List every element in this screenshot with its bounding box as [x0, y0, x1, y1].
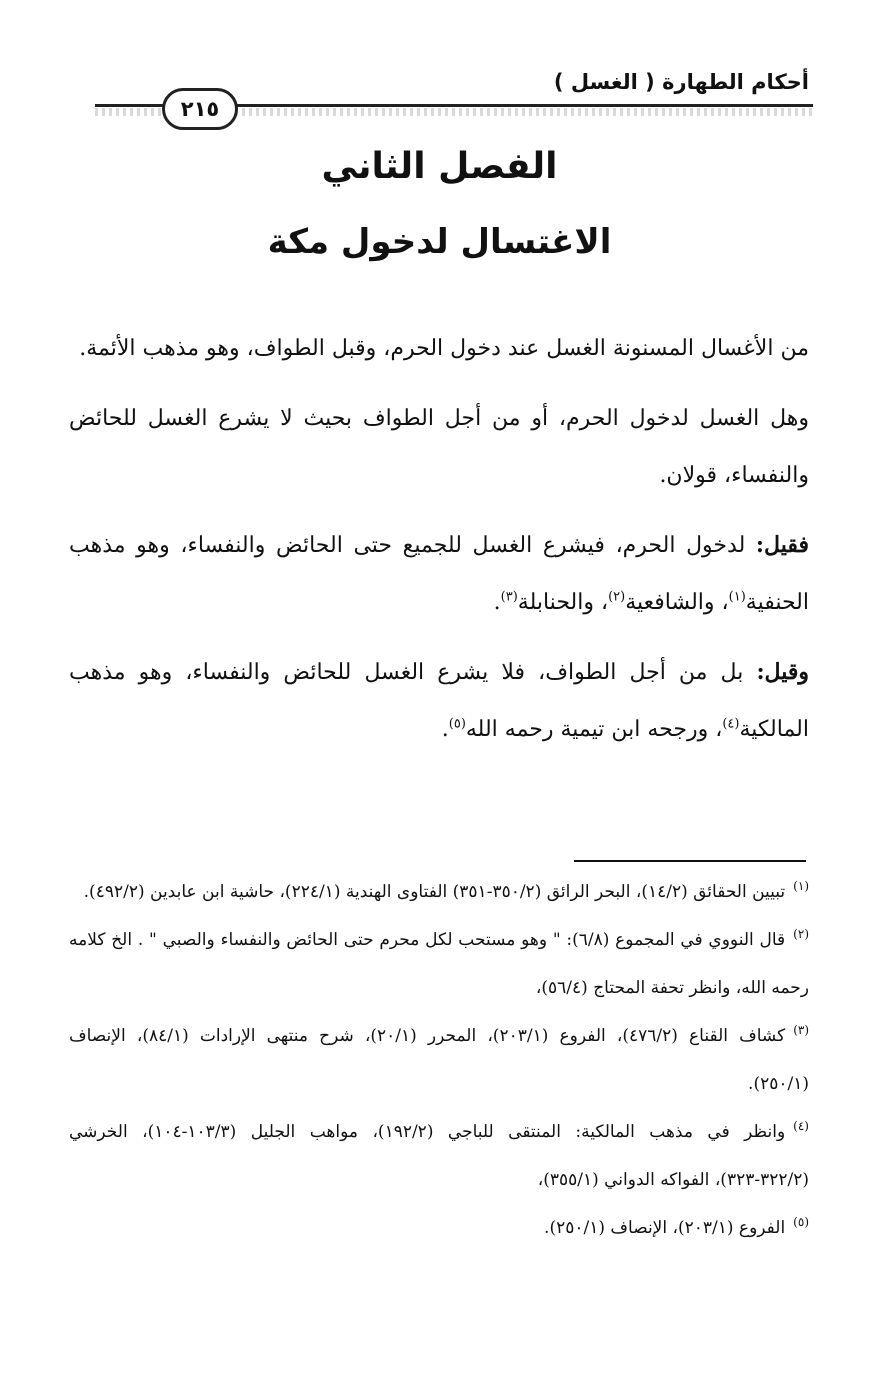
paragraph-text: ، والحنابلة	[517, 590, 609, 615]
footnote-ref-4[interactable]: (٤)	[722, 716, 740, 732]
footnote-4	[69, 1108, 809, 1204]
footnote-ref-2[interactable]: (٢)	[608, 589, 626, 605]
footnote-ref-1[interactable]: (١)	[728, 589, 746, 605]
footnote-ref-5[interactable]: (٥)	[448, 716, 466, 732]
body-text	[69, 320, 809, 771]
footnote-number: (٢)	[793, 927, 809, 942]
footnote-2	[69, 916, 809, 1012]
footnote-text: قال النووي في المجموع (٦/٨): " وهو مستحب لكل محرم حتى الحائض والنفساء والصبي " . الخ كلامه رحمه الله، وانظر تحفة المحتاج (٥٦/٤)،	[69, 930, 809, 998]
footnote-3	[69, 1012, 809, 1108]
section-title: الاغتسال لدخول مكة	[267, 222, 612, 262]
footnote-text: وانظر في مذهب المالكية: المنتقى للباجي (١٩٢/٢)، مواهب الجليل (١٠٣/٣-١٠٤)، الخرشي (٣٢٢/٢-٣٢٣)، الفواكه الدواني (٣٥٥/١)،	[69, 1122, 809, 1190]
paragraph-text: .	[493, 590, 501, 615]
footnote-number: (٣)	[793, 1023, 810, 1038]
paragraph-1: من الأغسال المسنونة الغسل عند دخول الحرم، وقبل الطواف، وهو مذهب الأئمة.	[79, 336, 809, 361]
footnote-text: تبيين الحقائق (١٤/٢)، البحر الرائق (٣٥٠/٢-٣٥١) الفتاوى الهندية (٢٢٤/١)، حاشية ابن عابدين (٤٩٢/٢).	[83, 882, 786, 902]
footnote-number: (٥)	[793, 1215, 809, 1230]
paragraph-text: ، والشافعية	[625, 590, 729, 615]
footnote-number: (١)	[793, 879, 809, 894]
footnote-text: الفروع (٢٠٣/١)، الإنصاف (٢٥٠/١).	[544, 1218, 786, 1238]
footnote-number: (٤)	[793, 1119, 809, 1134]
paragraph-4	[69, 644, 809, 758]
paragraph-lead: فقيل:	[755, 532, 809, 558]
paragraph-lead: وقيل:	[756, 659, 809, 685]
footnote-separator	[574, 860, 806, 862]
footnote-5	[69, 1204, 809, 1252]
paragraph-2: وهل الغسل لدخول الحرم، أو من أجل الطواف بحيث لا يشرع الغسل للحائض والنفساء، قولان.	[69, 406, 809, 488]
footnotes	[69, 868, 809, 1252]
page-number: ٢١٥	[162, 88, 238, 130]
paragraph-text: ، ورجحه ابن تيمية رحمه الله	[465, 717, 723, 742]
running-title: أحكام الطهارة ( الغسل )	[553, 70, 809, 94]
footnote-1	[69, 868, 809, 916]
paragraph-text: بل من أجل الطواف، فلا يشرع الغسل للحائض والنفساء، وهو مذهب المالكية	[69, 660, 809, 742]
paragraph-text: .	[441, 717, 449, 742]
footnote-ref-3[interactable]: (٣)	[500, 589, 518, 605]
chapter-title: الفصل الثاني	[321, 146, 558, 187]
paragraph-3	[69, 517, 809, 631]
footnote-text: كشاف القناع (٤٧٦/٢)، الفروع (٢٠٣/١)، المحرر (٢٠/١)، شرح منتهى الإرادات (٨٤/١)، الإنصاف (٢٥٠/١).	[69, 1026, 809, 1094]
paragraph-text: لدخول الحرم، فيشرع الغسل للجميع حتى الحائض والنفساء، وهو مذهب الحنفية	[69, 533, 809, 615]
